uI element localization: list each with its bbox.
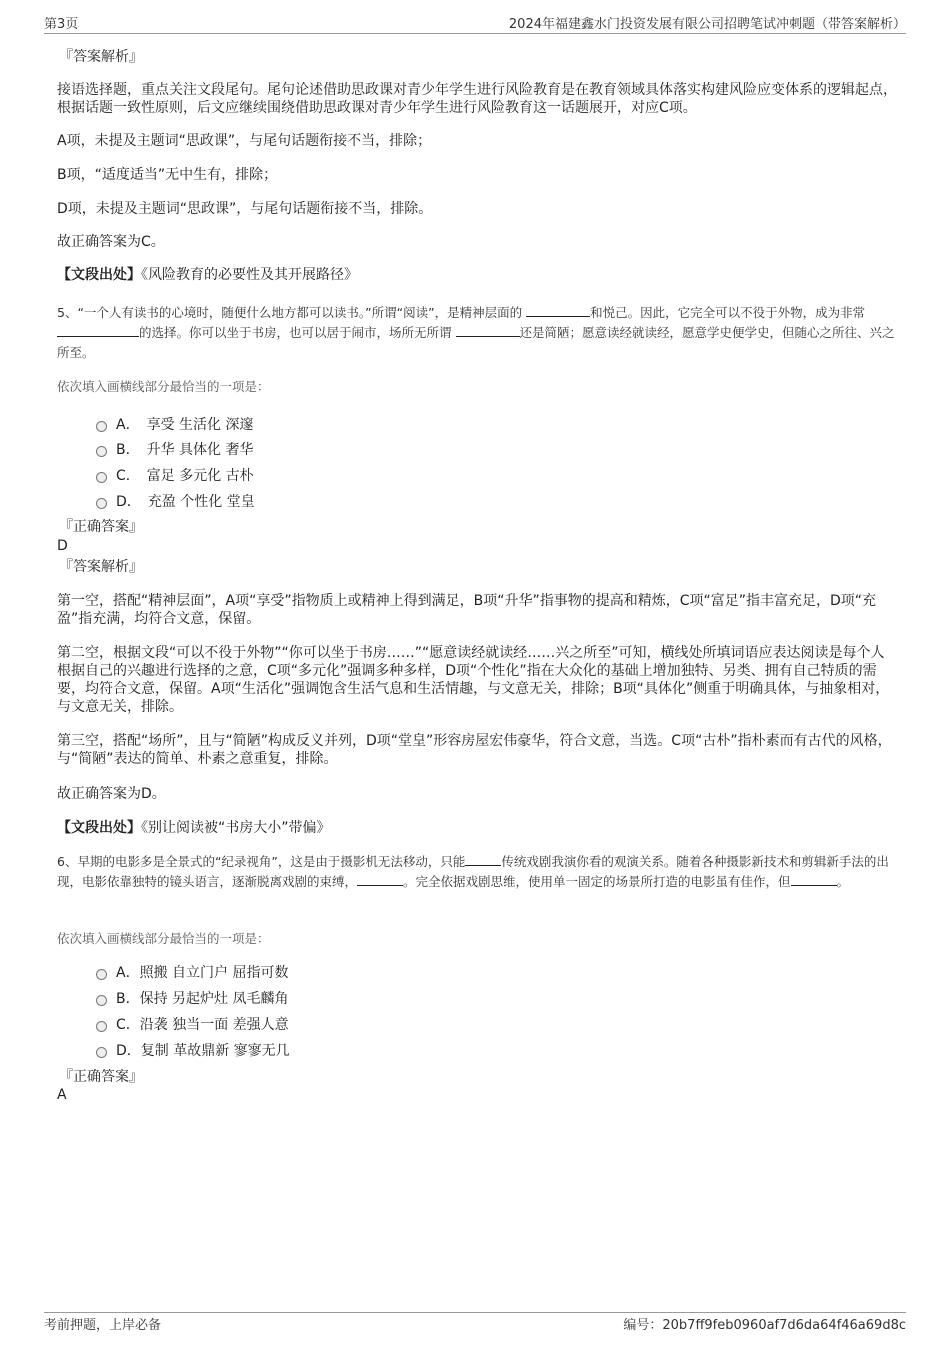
question-6-prompt: 依次填入画横线部分最恰当的一项是： [57,931,270,946]
radio-icon[interactable] [96,421,107,432]
q5-option-a[interactable]: A． 享受 生活化 深邃 [96,414,253,434]
document-title: 2024年福建鑫水门投资发展有限公司招聘笔试冲刺题（带答案解析） [508,17,906,32]
q6-option-a[interactable]: A．照搬 自立门户 屈指可数 [96,962,288,982]
radio-icon[interactable] [96,498,107,509]
footer-slogan: 考前押题，上岸必备 [44,1318,162,1333]
conclusion: 故正确答案为D。 [57,786,166,802]
analysis-text: 接语选择题，重点关注文段尾句。尾句论述借助思政课对青少年学生进行风险教育是在教育领域具体落实构建风险应变体系的逻辑起点，根据话题一致性原则，后文应继续围绕借助思政课对青少年学生进行风险教育这一话题展开，对应C项。 [57,82,897,116]
analysis-label: 『答案解析』 [59,559,143,575]
q5-option-d[interactable]: D． 充盈 个性化 堂皇 [96,491,255,511]
radio-icon[interactable] [96,1047,107,1058]
analysis-blank-1: 第一空，搭配“精神层面”，A项“享受”指物质上或精神上得到满足，B项“升华”指事物的提高和精炼，C项“富足”指丰富充足，D项“充盈”指充满，均符合文意，保留。 [57,593,877,627]
source-title: 《别让阅读被“书房大小”带偏》 [141,820,331,836]
q5-option-c[interactable]: C． 富足 多元化 古朴 [96,465,254,485]
source-label: 【文段出处】 [57,820,141,836]
document-id: 编号：20b7ff9feb0960af7d6da64f46a69d8c [623,1318,906,1333]
footer-divider [44,1312,906,1313]
radio-icon[interactable] [96,472,107,483]
source-title: 《风险教育的必要性及其开展路径》 [141,267,358,283]
q5-option-b[interactable]: B． 升华 具体化 奢华 [96,439,254,459]
q6-option-d[interactable]: D．复制 革故鼎新 寥寥无几 [96,1040,290,1060]
radio-icon[interactable] [96,446,107,457]
correct-answer: D [57,538,68,554]
analysis-label: 『答案解析』 [59,49,143,65]
answer-label: 『正确答案』 [59,519,143,535]
question-5-prompt: 依次填入画横线部分最恰当的一项是： [57,379,270,394]
header-divider [44,33,906,34]
question-5-stem: 5、“一个人有读书的心境时，随便什么地方都可以读书。”所谓“阅读”，是精神层面的 和悦己。因此，它完全可以不役于外物，成为非常 的选择。你可以坐于书房，也可以居于闹市，场所无所谓 还是简陋；愿意读经就读经，愿意学史便学史，但随心之所往、兴之所至。 [57,305,895,360]
correct-answer: A [57,1087,67,1103]
radio-icon[interactable] [96,995,107,1006]
conclusion: 故正确答案为C。 [57,234,165,250]
radio-icon[interactable] [96,1021,107,1032]
answer-label: 『正确答案』 [59,1069,143,1085]
radio-icon[interactable] [96,969,107,980]
q6-option-c[interactable]: C．沿袭 独当一面 差强人意 [96,1014,289,1034]
analysis-blank-3: 第三空，搭配“场所”，且与“简陋”构成反义并列，D项“堂皇”形容房屋宏伟豪华，符合文意，当选。C项“古朴”指朴素而有古代的风格，与“简陋”表达的简单、朴素之意重复，排除。 [57,733,892,767]
source-label: 【文段出处】 [57,267,141,283]
analysis-blank-2: 第二空，根据文段“可以不役于外物”“你可以坐于书房……”“愿意读经就读经……兴之所至”可知，横线处所填词语应表达阅读是每个人根据自己的兴趣进行选择的之意，C项“多元化”强调多种多样，D项“个性化”指在大众化的基础上增加独特、另类、拥有自己特质的需要，均符合文意，保留。A项“生活化”强调饱含生活气息和生活情趣，与文意无关，排除；B项“具体化”侧重于明确具体，与抽象相对，与文意无关，排除。 [57,645,890,715]
source [57,266,897,284]
analysis-b: B项，“适度适当”无中生有，排除； [57,167,278,183]
source [57,819,897,837]
question-6-stem: 6、早期的电影多是全景式的“纪录视角”，这是由于摄影机无法移动，只能 传统戏剧我演你看的观演关系。随着各种摄影新技术和剪辑新手法的出现，电影依靠独特的镜头语言，逐渐脱离戏剧的束缚， 。完全依据戏剧思维，使用单一固定的场景所打造的电影虽有佳作，但 。 [57,854,889,889]
page-number: 第3页 [44,17,79,32]
analysis-a: A项，未提及主题词“思政课”，与尾句话题衔接不当，排除； [57,133,432,149]
analysis-d: D项，未提及主题词“思政课”，与尾句话题衔接不当，排除。 [57,201,433,217]
q6-option-b[interactable]: B．保持 另起炉灶 凤毛麟角 [96,988,289,1008]
